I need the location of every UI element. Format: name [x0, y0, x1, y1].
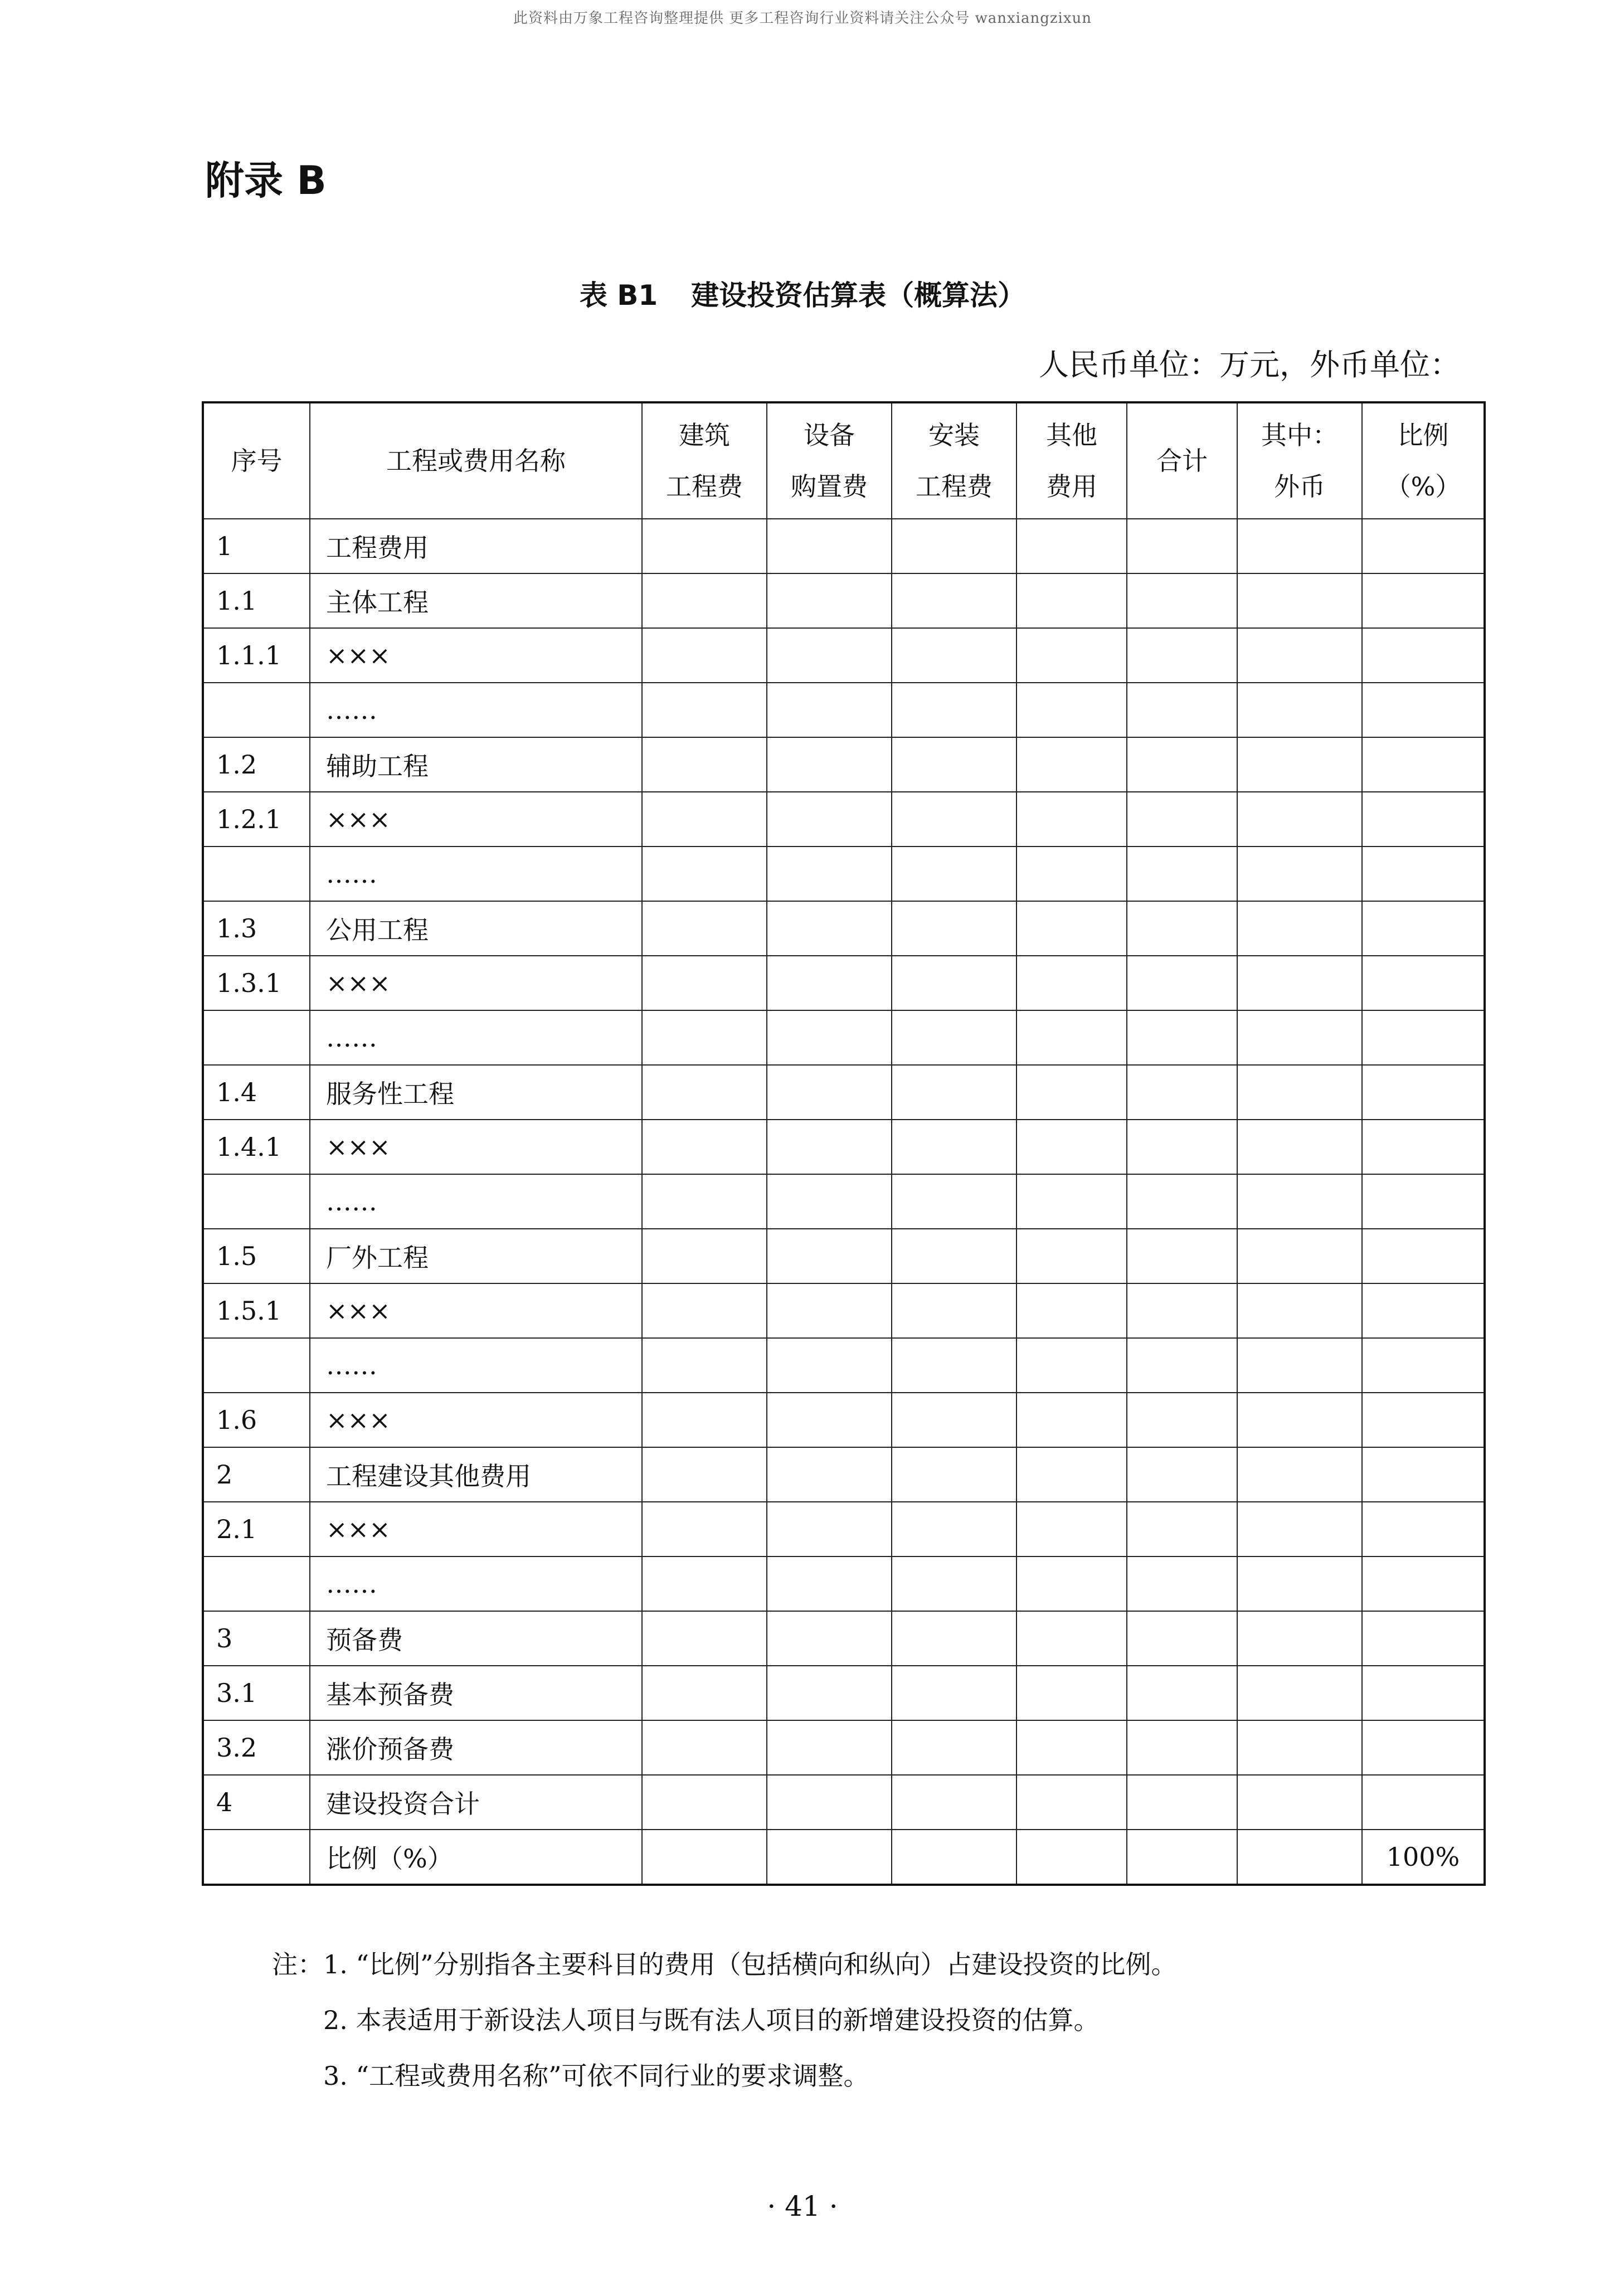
notes-block: [272, 1937, 1177, 2104]
row-other-cost-cell: [1016, 956, 1127, 1010]
row-construction-cost-cell: [642, 1120, 767, 1174]
row-name-cell: ……: [310, 683, 642, 737]
row-other-cost-cell: [1016, 1283, 1127, 1338]
row-equipment-cost-cell: [767, 1338, 892, 1393]
header-equipment-cost-line2: 购置费: [791, 471, 868, 502]
row-ratio-cell: [1362, 1775, 1485, 1830]
header-seq: 序号: [203, 402, 310, 519]
row-construction-cost-cell: [642, 737, 767, 792]
row-seq-cell: 1: [203, 519, 310, 573]
row-seq-cell: [203, 1338, 310, 1393]
row-ratio-cell: [1362, 847, 1485, 901]
row-total-cell: [1127, 1283, 1237, 1338]
row-ratio-cell: [1362, 1283, 1485, 1338]
table-row: [203, 1393, 1485, 1447]
row-foreign-currency-cell: [1237, 847, 1362, 901]
row-other-cost-cell: [1016, 1010, 1127, 1065]
row-seq-cell: [203, 1010, 310, 1065]
row-ratio-cell: [1362, 1556, 1485, 1611]
table-row: [203, 1065, 1485, 1120]
row-equipment-cost-cell: [767, 1010, 892, 1065]
row-foreign-currency-cell: [1237, 901, 1362, 956]
row-name-cell: 公用工程: [310, 901, 642, 956]
row-foreign-currency-cell: [1237, 1611, 1362, 1666]
row-foreign-currency-cell: [1237, 1393, 1362, 1447]
row-installation-cost-cell: [892, 1720, 1016, 1775]
row-equipment-cost-cell: [767, 1666, 892, 1720]
row-foreign-currency-cell: [1237, 519, 1362, 573]
row-total-cell: [1127, 956, 1237, 1010]
row-equipment-cost-cell: [767, 792, 892, 847]
row-foreign-currency-cell: [1237, 956, 1362, 1010]
row-construction-cost-cell: [642, 1775, 767, 1830]
row-seq-cell: 1.6: [203, 1393, 310, 1447]
row-total-cell: [1127, 1611, 1237, 1666]
row-installation-cost-cell: [892, 1666, 1016, 1720]
row-installation-cost-cell: [892, 1065, 1016, 1120]
row-total-cell: [1127, 847, 1237, 901]
row-equipment-cost-cell: [767, 573, 892, 628]
header-foreign-currency-line1: 其中：: [1261, 420, 1338, 450]
row-installation-cost-cell: [892, 1611, 1016, 1666]
row-other-cost-cell: [1016, 573, 1127, 628]
row-total-cell: [1127, 1447, 1237, 1502]
row-construction-cost-cell: [642, 628, 767, 683]
row-equipment-cost-cell: [767, 628, 892, 683]
header-equipment-cost: [767, 402, 892, 519]
row-equipment-cost-cell: [767, 683, 892, 737]
row-equipment-cost-cell: [767, 1229, 892, 1283]
table-row: [203, 1338, 1485, 1393]
row-foreign-currency-cell: [1237, 737, 1362, 792]
table-row: [203, 573, 1485, 628]
row-foreign-currency-cell: [1237, 1174, 1362, 1229]
row-installation-cost-cell: [892, 901, 1016, 956]
row-installation-cost-cell: [892, 1502, 1016, 1556]
row-ratio-cell: [1362, 1174, 1485, 1229]
row-seq-cell: 1.2.1: [203, 792, 310, 847]
row-ratio-cell: 100%: [1362, 1830, 1485, 1885]
row-other-cost-cell: [1016, 1338, 1127, 1393]
row-other-cost-cell: [1016, 901, 1127, 956]
note-item: 2. 本表适用于新设法人项目与既有法人项目的新增建设投资的估算。: [323, 2005, 1100, 2035]
table-row: [203, 519, 1485, 573]
row-installation-cost-cell: [892, 956, 1016, 1010]
header-construction-cost: [642, 402, 767, 519]
row-ratio-cell: [1362, 1720, 1485, 1775]
row-construction-cost-cell: [642, 847, 767, 901]
table-row: [203, 1447, 1485, 1502]
row-name-cell: ……: [310, 1338, 642, 1393]
row-ratio-cell: [1362, 1393, 1485, 1447]
note-item: 3. “工程或费用名称”可依不同行业的要求调整。: [323, 2061, 869, 2091]
row-construction-cost-cell: [642, 1338, 767, 1393]
row-construction-cost-cell: [642, 1666, 767, 1720]
row-construction-cost-cell: [642, 519, 767, 573]
row-installation-cost-cell: [892, 1447, 1016, 1502]
row-seq-cell: 1.4: [203, 1065, 310, 1120]
row-equipment-cost-cell: [767, 1447, 892, 1502]
row-ratio-cell: [1362, 956, 1485, 1010]
header-ratio-line1: 比例: [1397, 420, 1449, 450]
row-total-cell: [1127, 901, 1237, 956]
row-installation-cost-cell: [892, 1775, 1016, 1830]
row-installation-cost-cell: [892, 1338, 1016, 1393]
row-installation-cost-cell: [892, 1010, 1016, 1065]
row-ratio-cell: [1362, 573, 1485, 628]
row-seq-cell: 1.5.1: [203, 1283, 310, 1338]
table-row: [203, 956, 1485, 1010]
row-total-cell: [1127, 792, 1237, 847]
row-other-cost-cell: [1016, 792, 1127, 847]
row-equipment-cost-cell: [767, 1556, 892, 1611]
table-row: [203, 1283, 1485, 1338]
row-construction-cost-cell: [642, 792, 767, 847]
row-other-cost-cell: [1016, 1720, 1127, 1775]
row-equipment-cost-cell: [767, 1775, 892, 1830]
header-construction-cost-line1: 建筑: [679, 420, 730, 450]
row-other-cost-cell: [1016, 737, 1127, 792]
table-row: [203, 901, 1485, 956]
row-name-cell: ×××: [310, 1283, 642, 1338]
row-other-cost-cell: [1016, 1447, 1127, 1502]
row-name-cell: ×××: [310, 792, 642, 847]
table-row: [203, 1666, 1485, 1720]
row-foreign-currency-cell: [1237, 792, 1362, 847]
table-row: [203, 628, 1485, 683]
row-foreign-currency-cell: [1237, 1283, 1362, 1338]
row-installation-cost-cell: [892, 519, 1016, 573]
row-equipment-cost-cell: [767, 1502, 892, 1556]
row-construction-cost-cell: [642, 1065, 767, 1120]
row-total-cell: [1127, 1720, 1237, 1775]
table-title: [0, 273, 1605, 313]
row-seq-cell: [203, 1556, 310, 1611]
row-total-cell: [1127, 683, 1237, 737]
row-seq-cell: 1.4.1: [203, 1120, 310, 1174]
row-name-cell: ×××: [310, 1120, 642, 1174]
watermark-text: 此资料由万象工程咨询整理提供 更多工程咨询行业资料请关注公众号 wanxiangzixun: [513, 10, 1092, 27]
row-ratio-cell: [1362, 1065, 1485, 1120]
row-foreign-currency-cell: [1237, 1556, 1362, 1611]
row-name-cell: 厂外工程: [310, 1229, 642, 1283]
header-ratio-line2: （%）: [1385, 471, 1461, 502]
row-installation-cost-cell: [892, 1229, 1016, 1283]
header-construction-cost-line2: 工程费: [666, 471, 743, 502]
header-equipment-cost-line1: 设备: [804, 420, 855, 450]
row-construction-cost-cell: [642, 1174, 767, 1229]
row-name-cell: 主体工程: [310, 573, 642, 628]
row-construction-cost-cell: [642, 1229, 767, 1283]
row-seq-cell: [203, 1830, 310, 1885]
row-total-cell: [1127, 1775, 1237, 1830]
row-total-cell: [1127, 1120, 1237, 1174]
row-ratio-cell: [1362, 1447, 1485, 1502]
row-seq-cell: 1.2: [203, 737, 310, 792]
row-name-cell: 工程建设其他费用: [310, 1447, 642, 1502]
row-installation-cost-cell: [892, 573, 1016, 628]
row-ratio-cell: [1362, 519, 1485, 573]
table-row: [203, 1830, 1485, 1885]
row-name-cell: 预备费: [310, 1611, 642, 1666]
row-ratio-cell: [1362, 1229, 1485, 1283]
table-row: [203, 1174, 1485, 1229]
table-row: [203, 737, 1485, 792]
row-total-cell: [1127, 1502, 1237, 1556]
row-installation-cost-cell: [892, 1120, 1016, 1174]
row-equipment-cost-cell: [767, 1065, 892, 1120]
row-other-cost-cell: [1016, 847, 1127, 901]
row-other-cost-cell: [1016, 1666, 1127, 1720]
row-construction-cost-cell: [642, 901, 767, 956]
row-foreign-currency-cell: [1237, 1830, 1362, 1885]
row-seq-cell: 3.2: [203, 1720, 310, 1775]
table-row: [203, 847, 1485, 901]
row-construction-cost-cell: [642, 1393, 767, 1447]
row-construction-cost-cell: [642, 1010, 767, 1065]
row-name-cell: 基本预备费: [310, 1666, 642, 1720]
header-total: 合计: [1127, 402, 1237, 519]
row-other-cost-cell: [1016, 683, 1127, 737]
row-other-cost-cell: [1016, 628, 1127, 683]
row-equipment-cost-cell: [767, 1830, 892, 1885]
header-foreign-currency: [1237, 402, 1362, 519]
row-installation-cost-cell: [892, 1283, 1016, 1338]
header-other-cost-line2: 费用: [1046, 471, 1097, 502]
row-ratio-cell: [1362, 1502, 1485, 1556]
row-equipment-cost-cell: [767, 1283, 892, 1338]
row-total-cell: [1127, 628, 1237, 683]
row-seq-cell: [203, 847, 310, 901]
row-seq-cell: 2: [203, 1447, 310, 1502]
row-name-cell: 建设投资合计: [310, 1775, 642, 1830]
row-other-cost-cell: [1016, 1393, 1127, 1447]
row-foreign-currency-cell: [1237, 1775, 1362, 1830]
row-construction-cost-cell: [642, 956, 767, 1010]
row-installation-cost-cell: [892, 737, 1016, 792]
row-equipment-cost-cell: [767, 901, 892, 956]
row-total-cell: [1127, 1666, 1237, 1720]
row-seq-cell: 3: [203, 1611, 310, 1666]
row-foreign-currency-cell: [1237, 1338, 1362, 1393]
row-total-cell: [1127, 1065, 1237, 1120]
row-seq-cell: 1.3.1: [203, 956, 310, 1010]
row-foreign-currency-cell: [1237, 1120, 1362, 1174]
row-construction-cost-cell: [642, 573, 767, 628]
row-construction-cost-cell: [642, 683, 767, 737]
row-construction-cost-cell: [642, 1830, 767, 1885]
row-equipment-cost-cell: [767, 519, 892, 573]
table-row: [203, 1010, 1485, 1065]
row-total-cell: [1127, 1338, 1237, 1393]
row-foreign-currency-cell: [1237, 1720, 1362, 1775]
header-other-cost-line1: 其他: [1046, 420, 1097, 450]
row-name-cell: 涨价预备费: [310, 1720, 642, 1775]
row-seq-cell: 1.3: [203, 901, 310, 956]
row-ratio-cell: [1362, 628, 1485, 683]
row-total-cell: [1127, 1830, 1237, 1885]
row-name-cell: ……: [310, 1010, 642, 1065]
row-total-cell: [1127, 1393, 1237, 1447]
row-name-cell: ×××: [310, 1502, 642, 1556]
row-equipment-cost-cell: [767, 1611, 892, 1666]
row-other-cost-cell: [1016, 1611, 1127, 1666]
row-total-cell: [1127, 573, 1237, 628]
table-caption: 建设投资估算表（概算法）: [691, 279, 1026, 312]
row-installation-cost-cell: [892, 1830, 1016, 1885]
row-construction-cost-cell: [642, 1611, 767, 1666]
row-foreign-currency-cell: [1237, 1666, 1362, 1720]
row-equipment-cost-cell: [767, 1120, 892, 1174]
row-installation-cost-cell: [892, 1393, 1016, 1447]
row-installation-cost-cell: [892, 683, 1016, 737]
row-other-cost-cell: [1016, 1065, 1127, 1120]
row-name-cell: 工程费用: [310, 519, 642, 573]
row-name-cell: ×××: [310, 956, 642, 1010]
row-other-cost-cell: [1016, 1556, 1127, 1611]
row-equipment-cost-cell: [767, 847, 892, 901]
row-other-cost-cell: [1016, 1120, 1127, 1174]
row-total-cell: [1127, 1010, 1237, 1065]
row-other-cost-cell: [1016, 1174, 1127, 1229]
row-foreign-currency-cell: [1237, 683, 1362, 737]
row-ratio-cell: [1362, 792, 1485, 847]
table-row: [203, 1720, 1485, 1775]
header-installation-cost-line1: 安装: [928, 420, 980, 450]
table-row: [203, 1229, 1485, 1283]
row-ratio-cell: [1362, 1611, 1485, 1666]
row-foreign-currency-cell: [1237, 628, 1362, 683]
row-ratio-cell: [1362, 683, 1485, 737]
row-name-cell: ×××: [310, 628, 642, 683]
row-construction-cost-cell: [642, 1283, 767, 1338]
row-seq-cell: 3.1: [203, 1666, 310, 1720]
row-construction-cost-cell: [642, 1720, 767, 1775]
row-name-cell: ……: [310, 1556, 642, 1611]
table-row: [203, 792, 1485, 847]
table-header-row: [203, 402, 1485, 519]
row-foreign-currency-cell: [1237, 573, 1362, 628]
row-other-cost-cell: [1016, 1830, 1127, 1885]
page-number: · 41 ·: [767, 2190, 838, 2222]
row-name-cell: ……: [310, 1174, 642, 1229]
table-row: [203, 1775, 1485, 1830]
row-foreign-currency-cell: [1237, 1065, 1362, 1120]
row-ratio-cell: [1362, 1010, 1485, 1065]
row-foreign-currency-cell: [1237, 1502, 1362, 1556]
row-installation-cost-cell: [892, 847, 1016, 901]
row-ratio-cell: [1362, 737, 1485, 792]
row-foreign-currency-cell: [1237, 1447, 1362, 1502]
table-row: [203, 1556, 1485, 1611]
header-other-cost: [1016, 402, 1127, 519]
header-ratio: [1362, 402, 1485, 519]
row-other-cost-cell: [1016, 1229, 1127, 1283]
row-foreign-currency-cell: [1237, 1010, 1362, 1065]
row-installation-cost-cell: [892, 1556, 1016, 1611]
row-ratio-cell: [1362, 1666, 1485, 1720]
note-row: [272, 2048, 1177, 2104]
row-seq-cell: [203, 683, 310, 737]
row-equipment-cost-cell: [767, 1720, 892, 1775]
notes-lead: 注：: [272, 1949, 323, 1979]
row-total-cell: [1127, 1556, 1237, 1611]
row-seq-cell: [203, 1174, 310, 1229]
row-name-cell: 服务性工程: [310, 1065, 642, 1120]
row-construction-cost-cell: [642, 1502, 767, 1556]
row-other-cost-cell: [1016, 519, 1127, 573]
table-row: [203, 1120, 1485, 1174]
header-installation-cost: [892, 402, 1016, 519]
row-equipment-cost-cell: [767, 956, 892, 1010]
row-ratio-cell: [1362, 1120, 1485, 1174]
note-row: [272, 1937, 1177, 1992]
row-total-cell: [1127, 1229, 1237, 1283]
table-row: [203, 1611, 1485, 1666]
row-other-cost-cell: [1016, 1775, 1127, 1830]
row-equipment-cost-cell: [767, 737, 892, 792]
row-construction-cost-cell: [642, 1556, 767, 1611]
row-other-cost-cell: [1016, 1502, 1127, 1556]
table-body: [203, 519, 1485, 1885]
row-name-cell: ……: [310, 847, 642, 901]
row-equipment-cost-cell: [767, 1174, 892, 1229]
header-installation-cost-line2: 工程费: [916, 471, 993, 502]
row-equipment-cost-cell: [767, 1393, 892, 1447]
row-total-cell: [1127, 1174, 1237, 1229]
row-installation-cost-cell: [892, 1174, 1016, 1229]
table-row: [203, 683, 1485, 737]
row-seq-cell: 1.1.1: [203, 628, 310, 683]
currency-unit-note: 人民币单位：万元，外币单位：: [1039, 347, 1460, 382]
row-name-cell: ×××: [310, 1393, 642, 1447]
row-seq-cell: 1.1: [203, 573, 310, 628]
note-item: 1. “比例”分别指各主要科目的费用（包括横向和纵向）占建设投资的比例。: [323, 1949, 1177, 1979]
table-number: 表 B1: [579, 279, 658, 312]
row-total-cell: [1127, 737, 1237, 792]
row-total-cell: [1127, 519, 1237, 573]
row-name-cell: 比例（%）: [310, 1830, 642, 1885]
row-name-cell: 辅助工程: [310, 737, 642, 792]
row-ratio-cell: [1362, 901, 1485, 956]
row-foreign-currency-cell: [1237, 1229, 1362, 1283]
row-seq-cell: 1.5: [203, 1229, 310, 1283]
row-installation-cost-cell: [892, 792, 1016, 847]
header-name: 工程或费用名称: [310, 402, 642, 519]
row-construction-cost-cell: [642, 1447, 767, 1502]
row-seq-cell: 2.1: [203, 1502, 310, 1556]
header-foreign-currency-line2: 外币: [1274, 471, 1325, 502]
note-row: [272, 1992, 1177, 2048]
investment-estimate-table: [202, 401, 1486, 1886]
table-row: [203, 1502, 1485, 1556]
appendix-title: 附录 B: [205, 158, 327, 203]
row-installation-cost-cell: [892, 628, 1016, 683]
row-ratio-cell: [1362, 1338, 1485, 1393]
row-seq-cell: 4: [203, 1775, 310, 1830]
